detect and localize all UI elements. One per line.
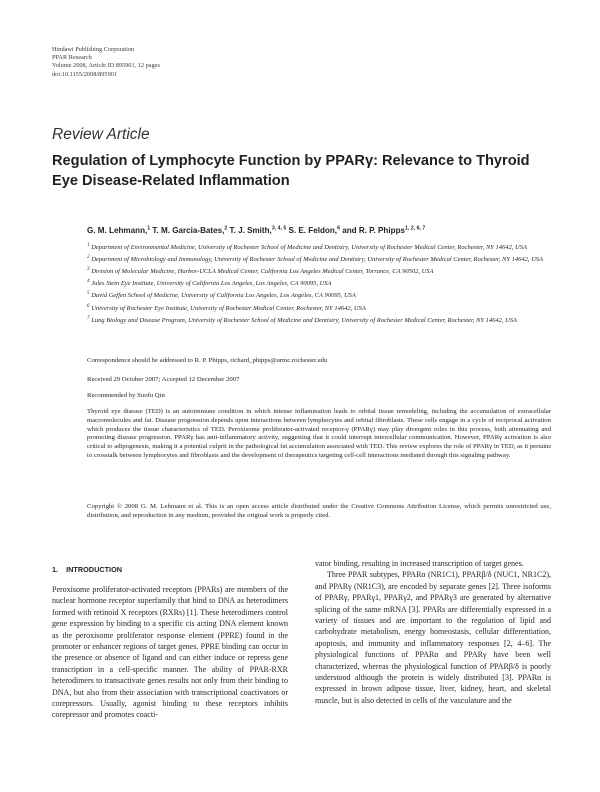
affiliation: $^2$ Department of Microbiology and Immunology, University of Rochester School of Medicine and Dentistry, University of Rochester Medical Center, Rochester, NY 14642, USA <box>87 254 544 264</box>
body-column-right <box>315 558 551 706</box>
affiliation: $^3$ Division of Molecular Medicine, Harbor-UCLA Medical Center, California Los Angeles Medical Center, Torrance, CA 90502, USA <box>87 266 434 276</box>
header-line: Hindawi Publishing Corporation <box>52 46 135 53</box>
body-paragraph: Peroxisome proliferator-activated receptors (PPARs) are members of the nuclear hormone receptor superfamily that bind to DNA as heterodimers formed with retinoid X receptors (RXRs) [1]. These heterodimers control gene expression by binding to a specific cis acting DNA element known as the peroxisome proliferator response element (PPRE) found in the promoter or enhancer regions of target genes. PPRE binding can occur in the presence or absence of ligand and can either induce or repress gene transcription in a cell-specific manner. The ability of PPAR-RXR heterodimers to transactivate genes results not only from their binding to DNA, but also from their association with transcriptional coactivators or corepressors. Usually, agonist binding to these receptors inhibits corepressor and promotes coacti- <box>52 585 288 720</box>
section-number: 1. <box>52 565 59 574</box>
paper-title: Regulation of Lymphocyte Function by PPARγ: Relevance to Thyroid Eye Disease-Related Inflammation <box>52 153 530 189</box>
affiliation: $^6$ University of Rochester Eye Institute, University of Rochester Medical Center, Rochester, NY 14642, USA <box>87 302 366 312</box>
header-line: Volume 2008, Article ID 895901, 12 pages <box>52 62 160 70</box>
body-column-left <box>52 584 288 721</box>
received-dates: Received 29 October 2007; Accepted 12 December 2007 <box>87 376 240 383</box>
author: T. M. Garcia-Bates,$^2$ <box>152 225 228 235</box>
body-paragraph: Three PPAR subtypes, PPARα (NR1C1), PPARβ/δ (NUC1, NR1C2), and PPARγ (NR1C3), are encoded by separate genes [2]. Three isoforms of PPARγ, PPARγ1, PPARγ2, and PPARγ3 are generated by alternative splicing of the same mRNA [3]. PPARs are differentially expressed in a variety of tissues and are important to the regulation of lipid and carbohydrate metabolism, energy homeostasis, cellular differentiation, apoptosis, and immunity and inflammatory responses [2, 4–6]. The physiological functions of PPARα and PPARγ have been well characterized, whereas the physiological function of PPARβ/δ is poorly understood although the protein is widely distributed [3]. PPARα is expressed in brown adipose tissue, liver, kidney, heart, and skeletal muscle, but is also detected in cells of the vasculature and the <box>315 570 551 705</box>
recommended-by: Recommended by Suofu Qin <box>87 392 165 399</box>
section-heading <box>52 565 122 574</box>
correspondence-note: Correspondence should be addressed to R. P. Phipps, richard_phipps@urmc.rochester.edu <box>87 357 328 364</box>
copyright-notice: Copyright © 2008 G. M. Lehmann et al. This is an open access article distributed under the Creative Commons Attribution License, which permits unrestricted use, distribution, and reproduction in any medium, provided the original work is properly cited. <box>87 503 551 519</box>
abstract: Thyroid eye disease (TED) is an autoimmune condition in which intense inflammation leads to orbital tissue remodeling, including the accumulation of extracellular macromolecules and fat. Disease progression depends upon interactions between lymphocytes and orbital fibroblasts. These cells engage in a cycle of reciprocal activation which produces the tissue characteristics of TED. Peroxisome proliferator-activated receptor-γ (PPARγ) may play divergent roles in this process, both attenuating and promoting disease progression. PPARγ has anti-inflammatory activity, suggesting that it could interrupt intercellular communication. However, PPARγ activation is also critical to adipogenesis, making it a potential culprit in the pathological fat accumulation associated with TED. This review explores the role of PPARγ in TED, as it pertains to crosstalk between lymphocytes and fibroblasts and the development of therapeutics targeting cell-cell interactions mediated through this signaling pathway. <box>87 408 551 459</box>
author: and R. P. Phipps$^{1, 2, 6, 7}$ <box>342 225 426 235</box>
affiliation: $^4$ Jules Stein Eye Institute, University of California Los Angeles, Los Angeles, CA 90095, USA <box>87 278 332 288</box>
article-type: Review Article <box>52 126 150 143</box>
affiliation: $^1$ Department of Environmental Medicine, University of Rochester School of Medicine and Dentistry, University of Rochester Medical Center, Rochester, NY 14642, USA <box>87 242 527 252</box>
section-title: INTRODUCTION <box>66 565 123 574</box>
author: G. M. Lehmann,$^1$ <box>87 225 151 235</box>
journal-header <box>52 46 160 79</box>
affiliation: $^5$ David Geffen School of Medicine, University of California Los Angeles, Los Angeles, CA 90095, USA <box>87 290 356 300</box>
affiliation: $^7$ Lung Biology and Disease Program, University of Rochester School of Medicine and Dentistry, University of Rochester Medical Center, Rochester, NY 14642, USA <box>87 314 518 324</box>
header-line: doi:10.1155/2008/895901 <box>52 70 118 78</box>
author: S. E. Feldon,$^6$ <box>288 225 340 235</box>
author-list <box>87 225 425 235</box>
body-paragraph: vator binding, resulting in increased transcription of target genes. <box>315 559 524 568</box>
affiliation-list <box>87 241 557 326</box>
header-line: PPAR Research <box>52 54 92 62</box>
author: T. J. Smith,$^{3, 4, 5}$ <box>229 225 287 235</box>
